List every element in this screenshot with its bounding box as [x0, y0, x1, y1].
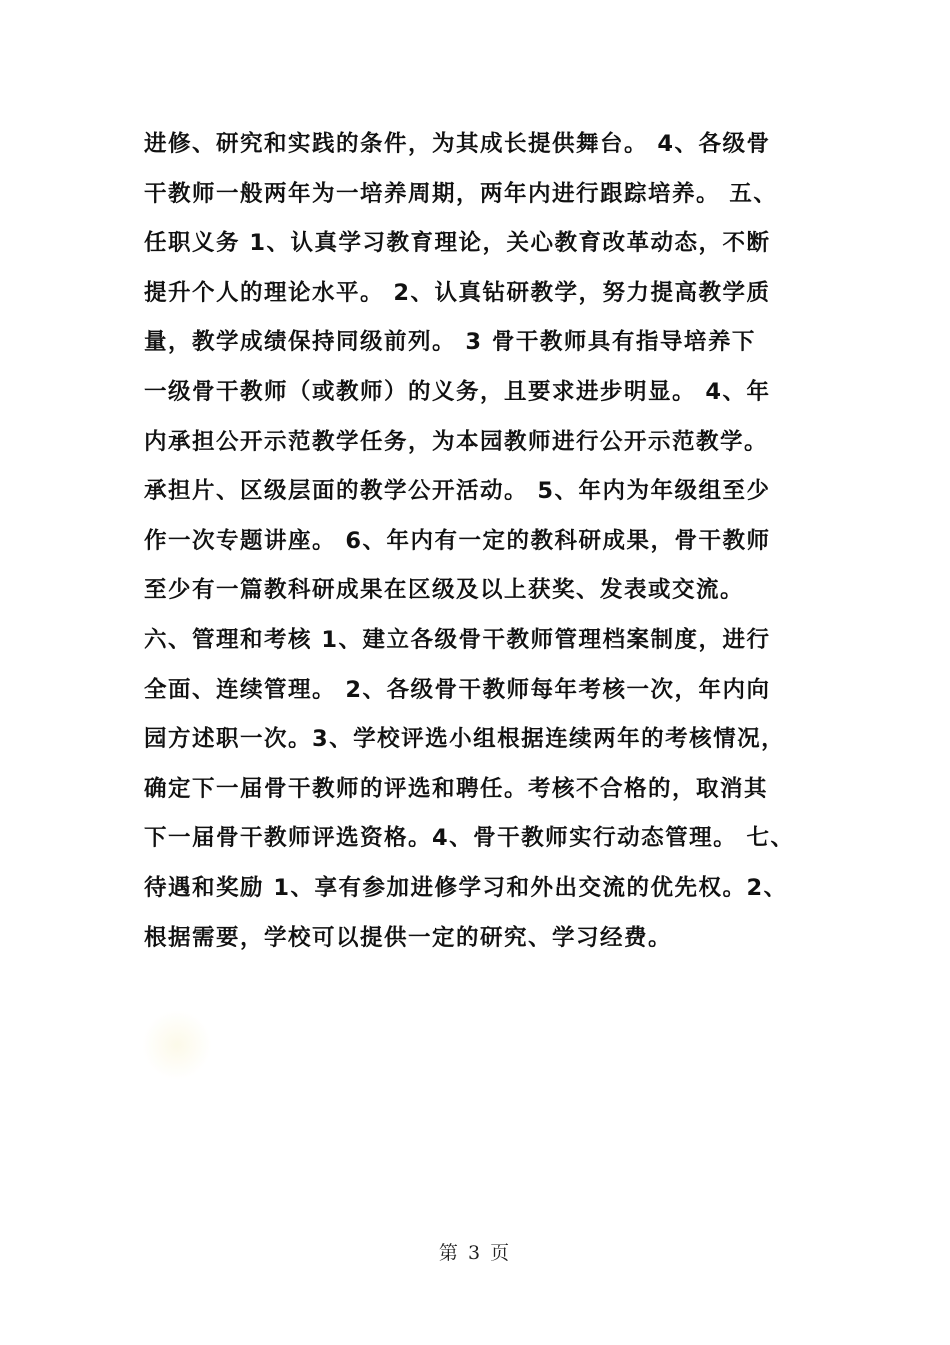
text-line: 量，教学成绩保持同级前列。 3 骨干教师具有指导培养下	[144, 329, 756, 356]
text-line: 根据需要，学校可以提供一定的研究、学习经费。	[144, 924, 673, 951]
paper-smudge	[142, 1010, 212, 1080]
text-line: 下一届骨干教师评选资格。4、骨干教师实行动态管理。 七、	[144, 825, 795, 852]
text-line: 任职义务 1、认真学习教育理论，关心教育改革动态，不断	[144, 230, 771, 257]
text-line: 内承担公开示范教学任务，为本园教师进行公开示范教学。	[144, 428, 769, 455]
text-line: 六、管理和考核 1、建立各级骨干教师管理档案制度，进行	[144, 626, 771, 653]
text-line: 园方述职一次。3、学校评选小组根据连续两年的考核情况，	[144, 726, 786, 753]
text-line: 待遇和奖励 1、享有参加进修学习和外出交流的优先权。2、	[144, 874, 788, 901]
body-text	[144, 120, 812, 963]
text-line: 确定下一届骨干教师的评选和聘任。考核不合格的，取消其	[144, 775, 769, 802]
text-line: 一级骨干教师（或教师）的义务，且要求进步明显。 4、年	[144, 378, 771, 405]
text-line: 全面、连续管理。 2、各级骨干教师每年考核一次，年内向	[144, 676, 771, 703]
text-line: 提升个人的理论水平。 2、认真钻研教学，努力提高教学质	[144, 279, 771, 306]
text-line: 干教师一般两年为一培养周期，两年内进行跟踪培养。 五、	[144, 180, 778, 207]
text-line: 进修、研究和实践的条件，为其成长提供舞台。 4、各级骨	[144, 131, 771, 157]
text-line: 至少有一篇教科研成果在区级及以上获奖、发表或交流。	[144, 577, 745, 604]
page-number: 第 3 页	[438, 1242, 512, 1264]
text-line: 承担片、区级层面的教学公开活动。 5、年内为年级组至少	[144, 478, 771, 505]
text-line: 作一次专题讲座。 6、年内有一定的教科研成果，骨干教师	[144, 527, 771, 554]
